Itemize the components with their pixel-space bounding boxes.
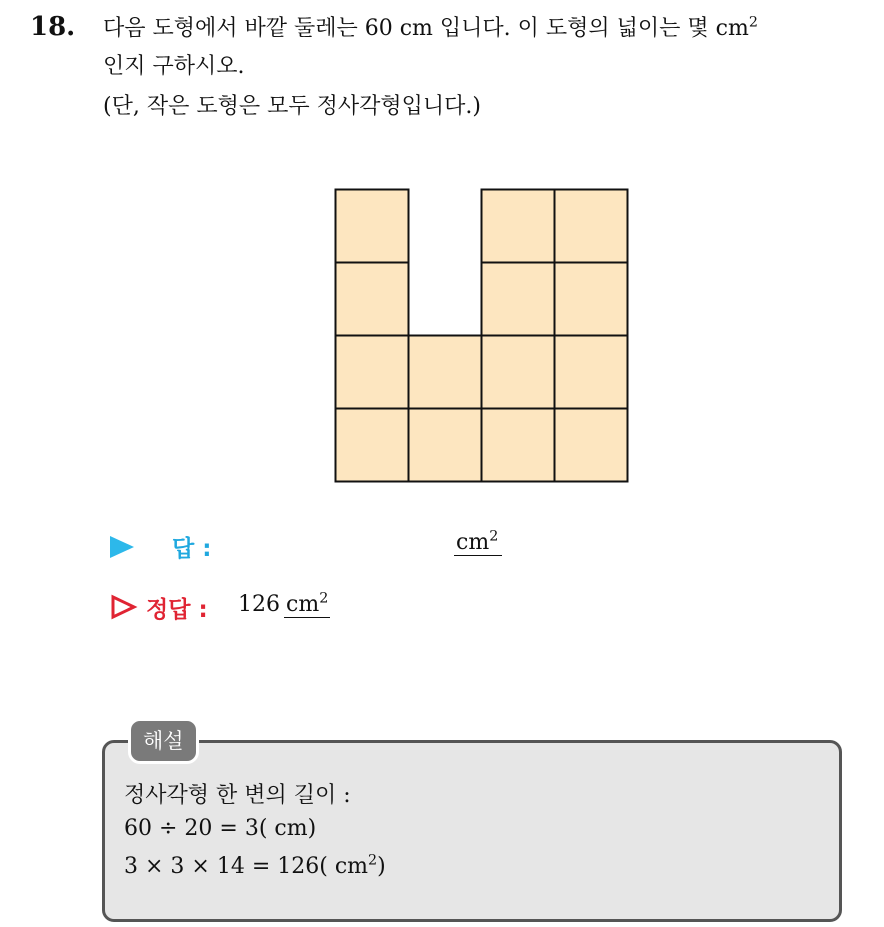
question-text-part: 입니다. 이 도형의 넓이는 몇 cm	[432, 16, 749, 41]
perimeter-value: 60 cm	[364, 16, 433, 41]
correct-answer-unit-wrap	[284, 592, 330, 618]
question-text-part: 다음 도형에서 바깥 둘레는	[103, 16, 365, 41]
unit-superscript: 2	[748, 14, 758, 31]
grid-square	[555, 263, 628, 336]
explanation-line-1: 정사각형 한 변의 길이 :	[124, 783, 351, 808]
grid-square	[482, 190, 555, 263]
explanation-text-part: )	[377, 854, 386, 879]
correct-answer-value: 126	[238, 592, 280, 617]
unit-superscript: 2	[319, 590, 329, 607]
answer-unit: cm	[456, 530, 490, 555]
grid-square	[409, 336, 482, 409]
grid-square	[482, 263, 555, 336]
grid-square	[555, 336, 628, 409]
question-number: 18.	[30, 12, 76, 42]
unit-superscript: 2	[489, 528, 499, 545]
grid-square	[336, 190, 409, 263]
question-text-line-1	[103, 14, 758, 44]
unit-superscript: 2	[368, 852, 378, 869]
explanation-text-part: 3 × 3 × 14 = 126( cm	[124, 854, 368, 879]
grid-square	[555, 190, 628, 263]
correct-answer-unit: cm	[286, 592, 320, 617]
answer-label: 답 :	[172, 536, 212, 562]
explanation-tab: 해설	[128, 718, 199, 764]
answer-blank[interactable]	[454, 530, 502, 556]
question-text-line-2: 인지 구하시오.	[103, 54, 245, 79]
grid-square	[336, 409, 409, 482]
grid-square	[555, 409, 628, 482]
question-condition: (단, 작은 도형은 모두 정사각형입니다.)	[103, 94, 481, 119]
explanation-line-2: 60 ÷ 20 = 3( cm)	[124, 816, 317, 841]
grid-square	[336, 336, 409, 409]
play-arrow-icon	[110, 536, 134, 558]
grid-square	[482, 409, 555, 482]
correct-answer-label: 정답 :	[146, 597, 208, 623]
grid-square	[336, 263, 409, 336]
square-grid-figure	[334, 188, 630, 484]
grid-square	[482, 336, 555, 409]
explanation-line-3	[124, 854, 386, 879]
outline-arrow-icon	[110, 594, 138, 620]
grid-square	[409, 409, 482, 482]
